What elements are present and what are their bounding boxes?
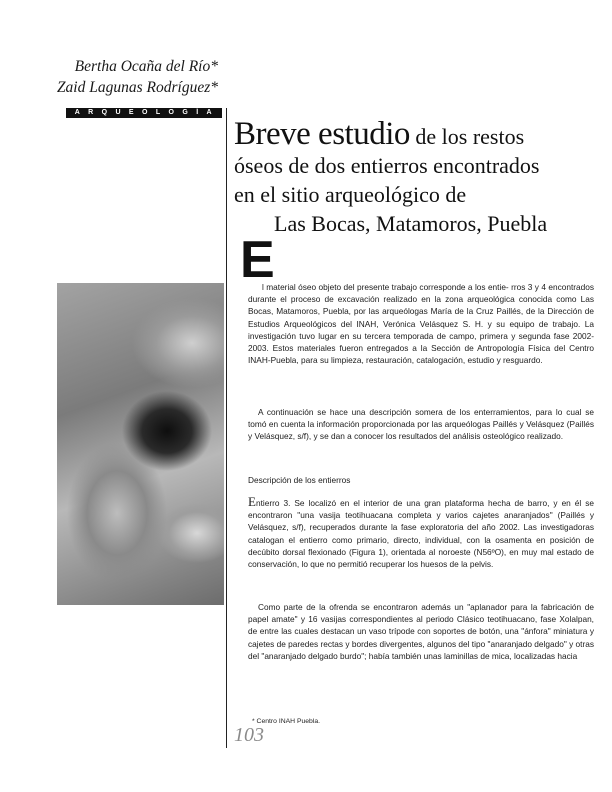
paragraph-text: rros 3 y 4 encontrados durante el proceso de excavación realizado en la zona arqueológica conocida como Las Bocas, Matamoros, Puebla, por las arqueólogas María de la Cruz Paillés, de la Dirección de Estudios Arqueológicos del INAH, Verónica Velásquez S. H. y su equipo de trabajo. La investigación tuvo lugar en su tercera temporada de campo, primera y segunda fase 2002-2003. Estos materiales fueron entregados a la Sección de Antropología Física del Centro INAH-Puebla, para su limpieza, restauración, catalogación, estudio y resguardo. bbox=[248, 282, 595, 366]
article-title bbox=[234, 116, 594, 238]
section-subheading: Descripción de los entierros bbox=[248, 475, 351, 485]
footnote: * Centro INAH Puebla. bbox=[252, 718, 321, 725]
page-number: 103 bbox=[234, 724, 264, 746]
author-block bbox=[20, 56, 218, 98]
drop-cap: E bbox=[240, 231, 275, 289]
paragraph-method: A continuación se hace una descripción somera de los enterramientos, para lo cual se tomó en cuenta la información proporcionada por las arqueólogas Paillés y Velásquez (Paillés y Velásquez, s/f), y se dan a conocer los resultados del análisis osteológico realizado. bbox=[248, 407, 594, 442]
section-label: ARQUEOLOGÍA bbox=[66, 108, 222, 118]
paragraph-text: ntierro 3. Se localizó en el interior de una gran plataforma hecha de barro, y en él se encontraron "una vasija teotihuacana completa y varios cajetes anaranjados" (Paillés y Velásquez, s/f), recuperados durante la fase exploratoria del año 2002. Las investigadoras catalogan el entierro como primario, directo, individual, con la osamenta en posición de decúbito dorsal flexionado (Figura 1), orientada al noroeste (N56ºO), en muy mal estado de conservación, lo que no permitió recuperar los huesos de la pelvis. bbox=[248, 498, 594, 570]
paragraph-ofrenda: Como parte de la ofrenda se encontraron además un "aplanador para la fabricación de papel amate" y 16 vasijas correspondientes al periodo Clásico teotihuacano, fase Xolalpan, de entre las cuales destacan un vaso trípode con soportes de botón, una "ánfora" miniatura y cajetes de paredes rectas y bordes divergentes, algunos del tipo "anaranjado delgado" y otras del "anaranjado delgado burdo"; había también unas laminillas de mica, localizadas hacia bbox=[248, 602, 594, 661]
paragraph-first-line: l material óseo objeto del presente trabajo corresponde a los entie- bbox=[262, 282, 509, 292]
title-part: de los restos bbox=[409, 124, 525, 149]
title-lead: Breve estudio bbox=[234, 116, 410, 152]
title-part: Las Bocas, Matamoros, Puebla bbox=[274, 211, 548, 236]
paragraph-initial: E bbox=[248, 494, 256, 509]
paragraph-intro bbox=[248, 281, 594, 366]
vertical-rule bbox=[226, 108, 227, 748]
author-name: Bertha Ocaña del Río* bbox=[74, 58, 218, 75]
title-part: óseos de dos entierros encontrados bbox=[234, 153, 540, 178]
skull-photo bbox=[57, 283, 224, 605]
title-part: en el sitio arqueológico de bbox=[234, 182, 467, 207]
paragraph-entierro-3 bbox=[248, 496, 594, 570]
author-name: Zaid Lagunas Rodríguez* bbox=[56, 79, 218, 96]
